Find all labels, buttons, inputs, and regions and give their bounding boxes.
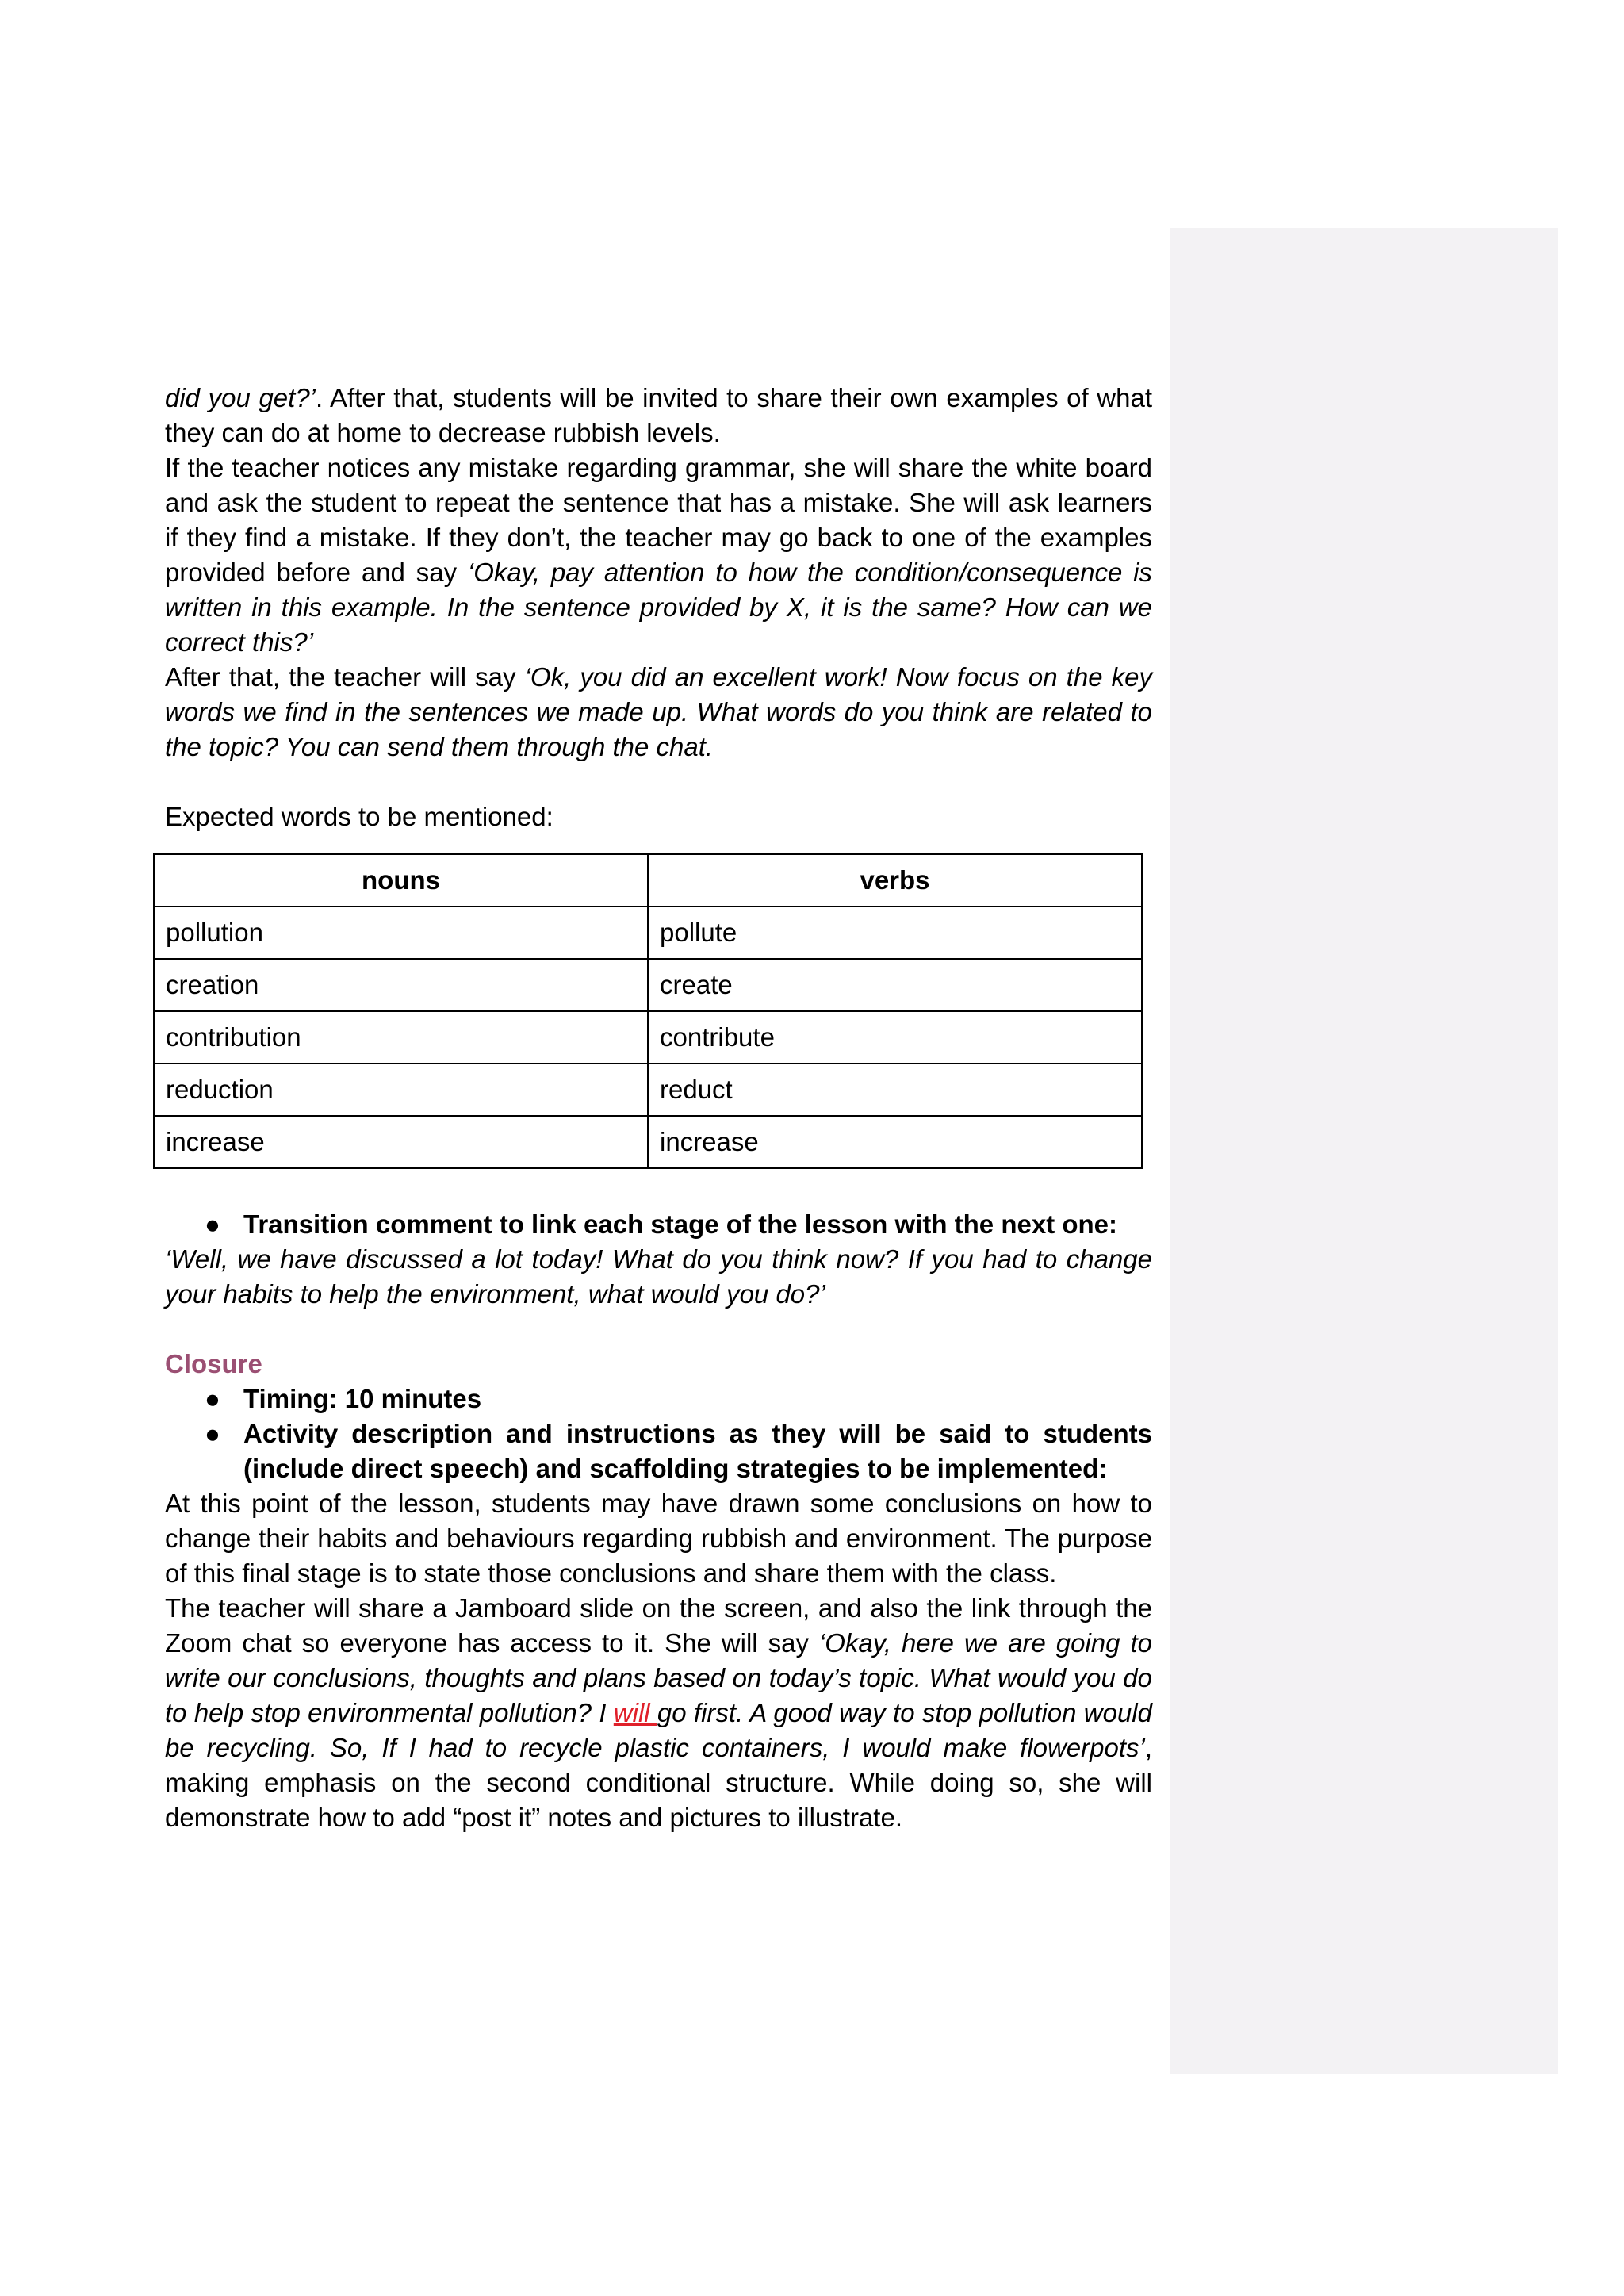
transition-bullet-list: [165, 1207, 1152, 1242]
transition-quote: [165, 1242, 1152, 1312]
body-text: . After that, students will be invited to share their own examples of what they can do at home to decrease rubbish levels.: [165, 383, 1153, 447]
closure-bullet-list: [165, 1382, 1152, 1486]
table-cell-verb: contribute: [648, 1011, 1142, 1064]
transition-label: Transition comment to link each stage of the lesson with the next one:: [243, 1209, 1118, 1239]
table-cell-noun: contribution: [154, 1011, 648, 1064]
transition-bullet: [165, 1207, 1152, 1242]
table-cell-noun: creation: [154, 959, 648, 1011]
table-row: [154, 907, 1142, 959]
expected-words-table-wrap: [153, 853, 1143, 1169]
activity-bullet: [165, 1416, 1152, 1486]
paragraph-jamboard: [165, 1591, 1152, 1835]
document-body: [165, 381, 1152, 1835]
table-row: [154, 1064, 1142, 1116]
quote-text: go first. A good way to stop pollution would be recycling. So, If I had to recycle plastic containers, I would make flowerpots’: [165, 1698, 1152, 1762]
quote-text: did you get?’: [165, 383, 316, 412]
bullet-icon: ●: [205, 1419, 220, 1448]
body-text: , making emphasis on the second conditional structure. While doing so, she will demonstrate how to add “post it” notes and pictures to illustrate.: [165, 1733, 1152, 1832]
table-cell-verb: increase: [648, 1116, 1142, 1168]
table-cell-noun: reduction: [154, 1064, 648, 1116]
quote-text: ‘Okay, pay attention to how the condition/consequence is written in this example. In the sentence provided by X, it is the same? How can we correct this?’: [165, 558, 1152, 657]
paragraph-grammar-mistakes: [165, 450, 1152, 660]
activity-label: Activity description and instructions as they will be said to students (include direct speech) and scaffolding strategies to be implemented:: [243, 1419, 1152, 1483]
table-row: [154, 959, 1142, 1011]
comment-margin-pane: [1170, 228, 1558, 2074]
body-text: If the teacher notices any mistake regarding grammar, she will share the white board and ask the student to repeat the sentence that has a mistake. She will ask learners if they find a mistake. If they don’t, the teacher may go back to one of the examples provided before and say: [165, 453, 1152, 587]
quote-text: ‘Okay, here we are going to write our conclusions, thoughts and plans based on today’s topic. What would you do to help stop environmental pollution? I: [165, 1628, 1152, 1727]
bullet-icon: ●: [205, 1209, 220, 1239]
quote-text: ‘Ok, you did an excellent work! Now focus on the key words we find in the sentences we made up. What words do you think are related to the topic? You can send them through the chat.: [165, 662, 1152, 761]
table-cell-noun: pollution: [154, 907, 648, 959]
body-text: After that, the teacher will say: [165, 662, 525, 692]
highlighted-word-will: will: [613, 1698, 657, 1727]
bullet-icon: ●: [205, 1384, 220, 1413]
body-text: The teacher will share a Jamboard slide on the screen, and also the link through the Zoom chat so everyone has access to it. She will say: [165, 1593, 1152, 1658]
table-header-nouns: nouns: [154, 854, 648, 907]
expected-words-table: [153, 853, 1143, 1169]
table-cell-verb: create: [648, 959, 1142, 1011]
paragraph-key-words: [165, 660, 1152, 765]
timing-bullet: [165, 1382, 1152, 1416]
timing-label: Timing: 10 minutes: [243, 1384, 482, 1413]
table-cell-verb: pollute: [648, 907, 1142, 959]
quote-text: ‘Well, we have discussed a lot today! What do you think now? If you had to change your habits to help the environment, what would you do?’: [165, 1244, 1152, 1309]
closure-heading: Closure: [165, 1349, 262, 1378]
table-cell-verb: reduct: [648, 1064, 1142, 1116]
table-header-verbs: verbs: [648, 854, 1142, 907]
paragraph-closure-conclusions: At this point of the lesson, students may have drawn some conclusions on how to change their habits and behaviours regarding rubbish and environment. The purpose of this final stage is to state those conclusions and share them with the class.: [165, 1489, 1152, 1588]
table-cell-noun: increase: [154, 1116, 648, 1168]
paragraph-rubbish-examples: [165, 381, 1152, 450]
table-row: [154, 1116, 1142, 1168]
table-header-row: [154, 854, 1142, 907]
table-row: [154, 1011, 1142, 1064]
expected-words-intro: Expected words to be mentioned:: [165, 802, 553, 831]
